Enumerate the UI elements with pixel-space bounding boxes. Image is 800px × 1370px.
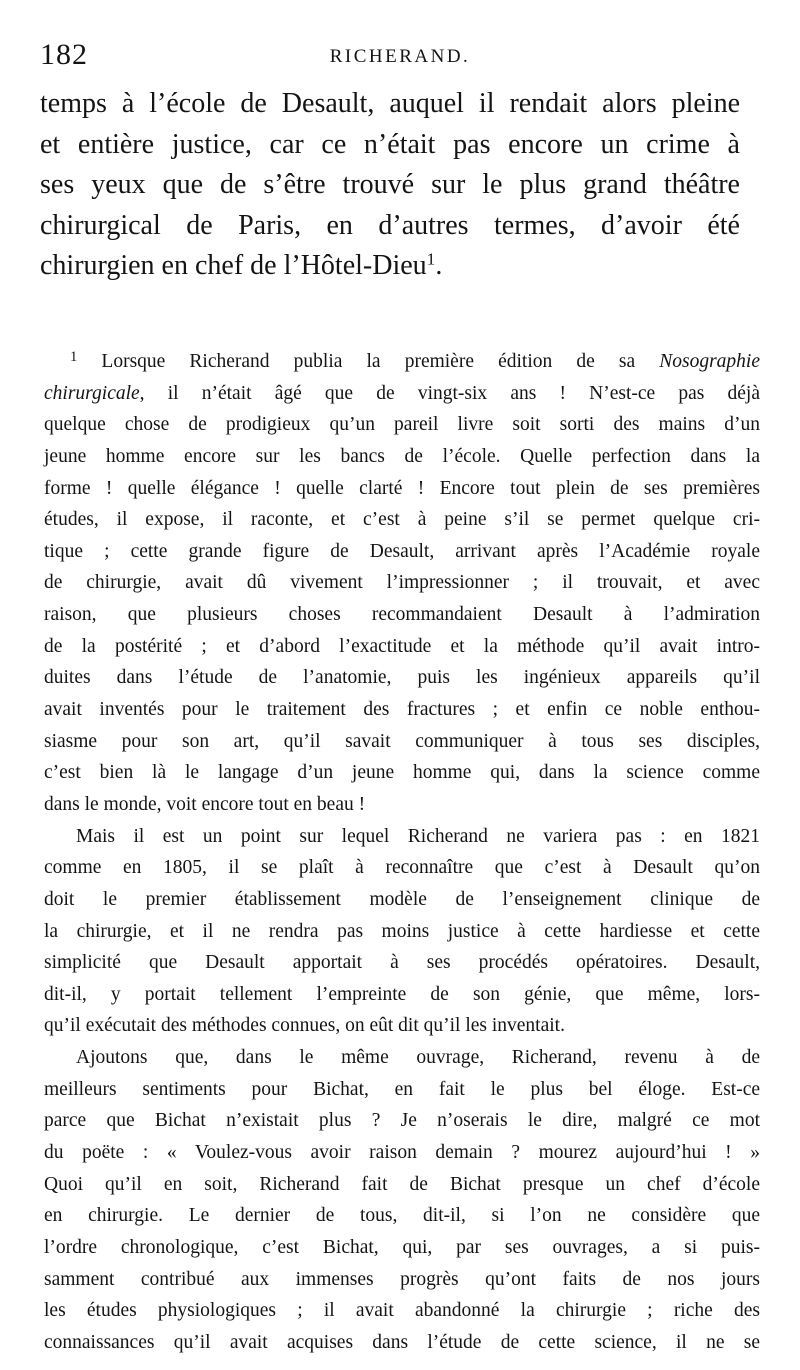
main-text: [40, 84, 740, 287]
footnote-line: forme ! quelle élégance ! quelle clarté ! Encore tout plein de ses premières: [44, 477, 760, 499]
footnote-line: connaissances qu’il avait acquises dans l’étude de cette science, il ne se: [44, 1331, 760, 1353]
footnote-line: [44, 378, 760, 410]
text-line: ses yeux que de s’être trouvé sur le plus grand théâtre: [40, 169, 740, 200]
footnote-line: tique ; cette grande figure de Desault, arrivant après l’Académie royale: [44, 540, 760, 562]
footnote-line: qu’il exécutait des méthodes connues, on eût dit qu’il les inventait.: [44, 1015, 565, 1037]
footnote-line: Ajoutons que, dans le même ouvrage, Richerand, revenu à de: [76, 1047, 760, 1069]
footnote-line: meilleurs sentiments pour Bichat, en fait le plus bel éloge. Est-ce: [44, 1078, 760, 1100]
footnote: [44, 346, 760, 1359]
footnote-text: , il n’était âgé que de vingt-six ans ! N’est-ce pas déjà: [139, 382, 760, 404]
page-number: 182: [40, 38, 88, 71]
footnote-line: [44, 346, 760, 378]
book-title-italic: Nosographie: [659, 351, 760, 372]
footnote-line: quelque chose de prodigieux qu’un pareil livre soit sorti des mains d’un: [44, 414, 760, 436]
text-line: et entière justice, car ce n’était pas encore un crime à: [40, 128, 740, 160]
footnote-line: simplicité que Desault apportait à ses procédés opératoires. Desault,: [44, 952, 760, 974]
footnote-marker: 1: [70, 349, 78, 366]
footnote-line: en chirurgie. Le dernier de tous, dit-il, si l’on ne considère que: [44, 1205, 760, 1227]
running-title: RICHERAND.: [329, 46, 471, 67]
footnote-line: Mais il est un point sur lequel Richerand ne variera pas : en 1821: [76, 825, 760, 847]
footnote-line: dit-il, y portait tellement l’empreinte de son génie, que même, lors-: [44, 983, 760, 1005]
footnote-line: la chirurgie, et il ne rendra pas moins justice à cette hardiesse et cette: [44, 920, 760, 942]
running-head: [40, 38, 760, 72]
footnote-line: études, il expose, il raconte, et c’est à peine s’il se permet quelque cri-: [44, 509, 760, 531]
footnote-line: les études physiologiques ; il avait abandonné la chirurgie ; riche des: [44, 1300, 760, 1322]
footnote-line: duites dans l’étude de l’anatomie, puis les ingénieux appareils qu’il: [44, 667, 760, 689]
footnote-text: Lorsque Richerand publia la première édition de sa: [101, 351, 660, 372]
text-line-fragment: .: [435, 250, 443, 281]
footnote-line: de la postérité ; et d’abord l’exactitude et la méthode qu’il avait intro-: [44, 635, 760, 657]
text-line: temps à l’école de Desault, auquel il rendait alors pleine: [40, 88, 740, 119]
book-title-italic: chirurgicale: [44, 382, 140, 404]
footnote-line: doit le premier établissement modèle de l’enseignement clinique de: [44, 888, 760, 910]
text-line: [40, 246, 740, 287]
text-line-fragment: chirurgien en chef de l’Hôtel-Dieu: [40, 250, 427, 281]
footnote-line: parce que Bichat n’existait plus ? Je n’oserais le dire, malgré ce mot: [44, 1110, 760, 1132]
footnote-line: l’ordre chronologique, c’est Bichat, qui, par ses ouvrages, a si puis-: [44, 1236, 760, 1258]
footnote-reference: 1: [426, 249, 436, 269]
footnote-line: jeune homme encore sur les bancs de l’école. Quelle perfection dans la: [44, 445, 760, 467]
footnote-line: avait inventés pour le traitement des fractures ; et enfin ce noble enthou-: [44, 699, 760, 721]
footnote-line: du poëte : « Voulez-vous avoir raison demain ? mourez aujourd’hui ! »: [44, 1142, 760, 1164]
footnote-line: comme en 1805, il se plaît à reconnaître que c’est à Desault qu’on: [44, 857, 760, 879]
text-line: chirurgical de Paris, en d’autres termes, d’avoir été: [40, 209, 740, 241]
footnote-line: raison, que plusieurs choses recommandaient Desault à l’admiration: [44, 604, 760, 626]
footnote-line: siasme pour son art, qu’il savait communiquer à tous ses disciples,: [44, 730, 760, 752]
footnote-line: samment contribué aux immenses progrès qu’ont faits de nos jours: [44, 1268, 760, 1290]
footnote-line: dans le monde, voit encore tout en beau !: [44, 793, 366, 815]
footnote-line: c’est bien là le langage d’un jeune homme qui, dans la science comme: [44, 762, 760, 784]
footnote-line: Quoi qu’il en soit, Richerand fait de Bichat presque un chef d’école: [44, 1173, 760, 1195]
footnote-line: de chirurgie, avait dû vivement l’impressionner ; il trouvait, et avec: [44, 572, 760, 594]
